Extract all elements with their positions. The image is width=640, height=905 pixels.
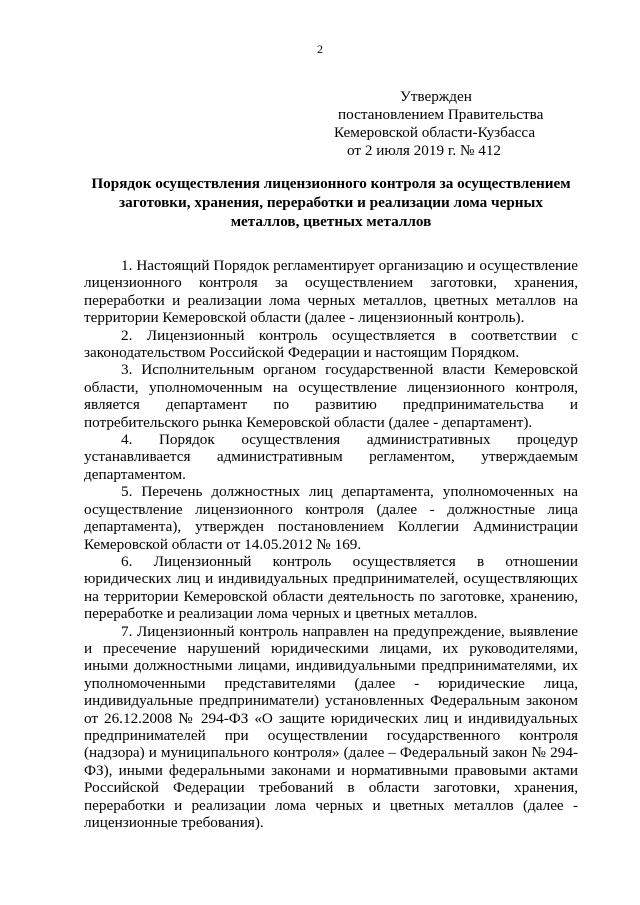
- paragraph-7: 7. Лицензионный контроль направлен на предупреждение, выявление и пресечение нарушений юридическими лицами, их руководителями, иными должностными лицами, индивидуальными предпринимателями, их уполномоченными представителями (далее - юридические лица, индивидуальные предприниматели) установленных Федеральным законом от 26.12.2008 № 294-ФЗ «О защите юридических лиц и индивидуальных предпринимателей при осуществлении государственного контроля (надзора) и муниципального контроля» (далее – Федеральный закон № 294-ФЗ), иными федеральными законами и нормативными правовыми актами Российской Федерации требований в области заготовки, хранения, переработки и реализации лома черных и цветных металлов (далее - лицензионные требования).: [84, 622, 578, 831]
- page-number: 2: [317, 42, 323, 56]
- document-body: [84, 257, 578, 831]
- paragraph-4: 4. Порядок осуществления административных процедур устанавливается административным регламентом, утверждаемым департаментом.: [84, 431, 578, 483]
- approval-line-decree: постановлением Правительства: [338, 106, 544, 123]
- approval-line-region: Кемеровской области-Кузбасса: [334, 124, 536, 141]
- approval-line-date: от 2 июля 2019 г. № 412: [347, 142, 502, 159]
- document-title: Порядок осуществления лицензионного контроля за осуществлением заготовки, хранения, переработки и реализации лома черных металлов, цветных металлов: [91, 175, 571, 230]
- paragraph-6: 6. Лицензионный контроль осуществляется в отношении юридических лиц и индивидуальных предпринимателей, осуществляющих на территории Кемеровской области деятельность по заготовке, хранению, переработке и реализации лома черных и цветных металлов.: [84, 552, 578, 623]
- paragraph-1: 1. Настоящий Порядок регламентирует организацию и осуществление лицензионного контроля за осуществлением заготовки, хранения, переработки и реализации лома черных металлов, цветных металлов на территории Кемеровской области (далее - лицензионный контроль).: [84, 257, 578, 327]
- paragraph-5: 5. Перечень должностных лиц департамента, уполномоченных на осуществление лицензионного контроля (далее - должностные лица департамента), утвержден постановлением Коллегии Администрации Кемеровской области от 14.05.2012 № 169.: [84, 483, 578, 553]
- approval-line-approved: Утвержден: [400, 88, 472, 105]
- paragraph-3: 3. Исполнительным органом государственной власти Кемеровской области, уполномоченным на осуществление лицензионного контроля, является департамент по развитию предпринимательства и потребительского рынка Кемеровской области (далее - департамент).: [84, 361, 578, 431]
- approval-block: [330, 88, 580, 160]
- paragraph-2: 2. Лицензионный контроль осуществляется в соответствии с законодательством Российской Федерации и настоящим Порядком.: [84, 326, 578, 362]
